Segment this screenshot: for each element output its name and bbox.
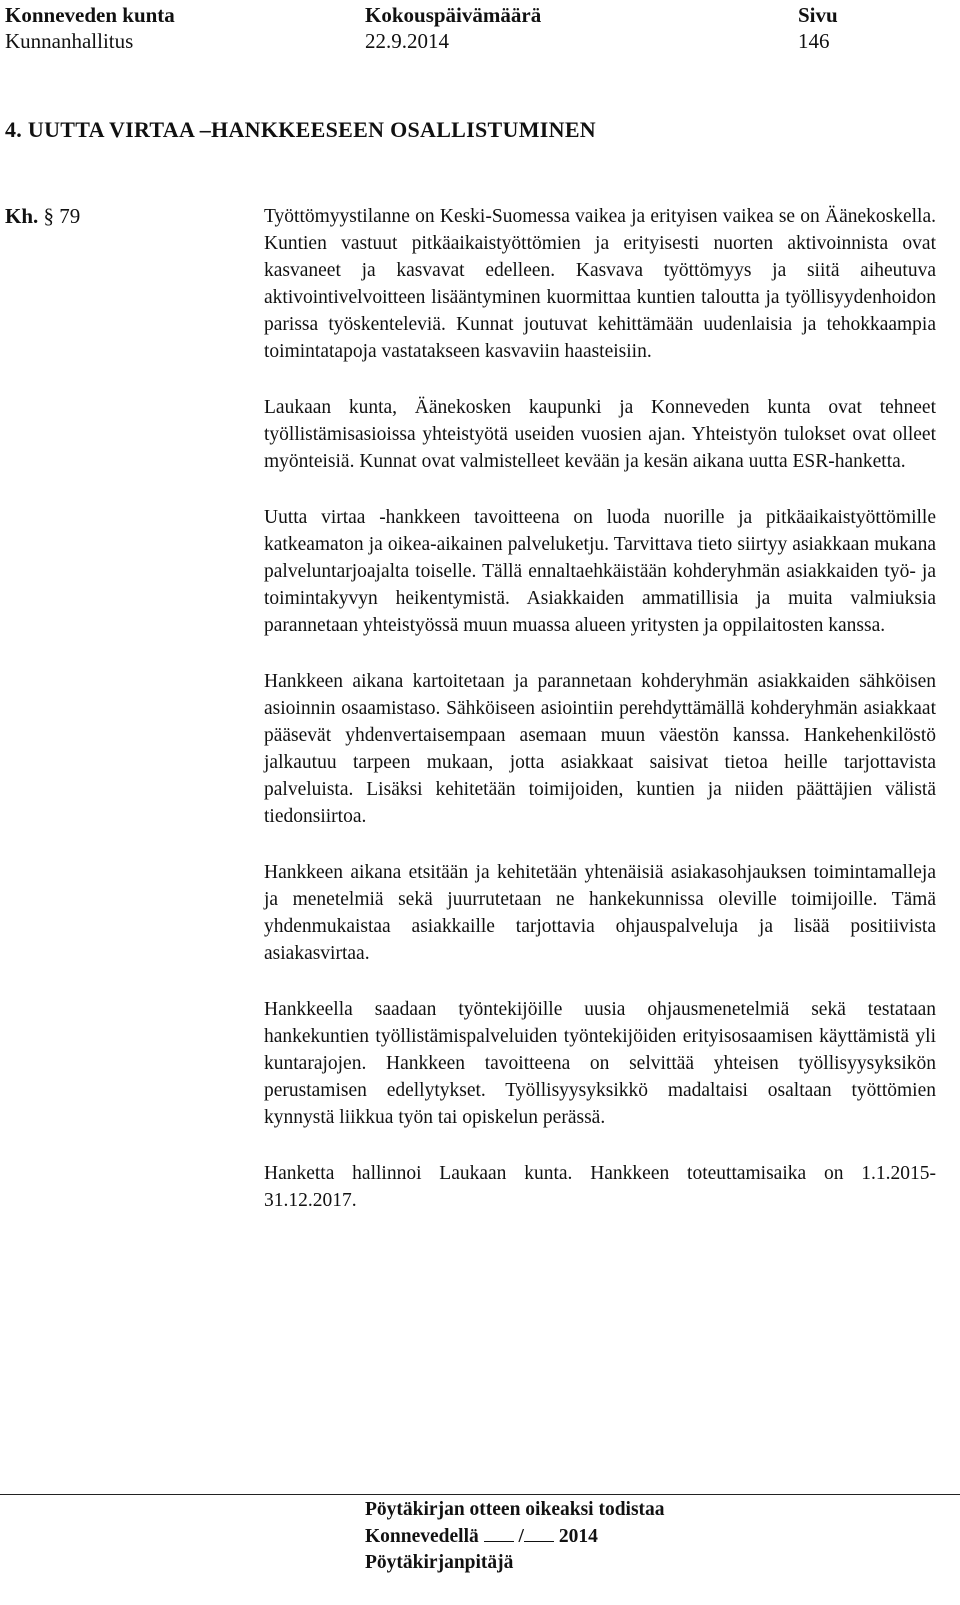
certification-footer <box>365 1497 665 1576</box>
paragraph-5: Hankkeen aikana etsitään ja kehitetään yhtenäisiä asiakasohjauksen toimintamalleja ja menetelmiä sekä juurrutetaan ne hankekunnissa oleville toimijoille. Tämä yhdenmukaistaa asiakkaille tarjottavia ohjauspalveluja ja lisää positiivista asiakasvirtaa. <box>264 862 936 964</box>
paragraph-6: Hankkeella saadaan työntekijöille uusia ohjausmenetelmiä sekä testataan hankekuntien työllistämispalveluiden työntekijöiden erityisosaamisen käyttämistä yli kuntarajojen. Hankkeen tavoitteena on selvittää yhteisen työllisyysyksikön perustamisen edellytykset. Työllisyysyksikkö madaltaisi osaltaan työttömien kynnystä liikkua työn tai opiskelun perässä. <box>264 999 936 1128</box>
meeting-body: Kunnanhallitus <box>5 29 134 53</box>
meeting-date: 22.9.2014 <box>365 29 449 53</box>
paragraph-7: Hanketta hallinnoi Laukaan kunta. Hankkeen toteuttamisaika on 1.1.2015- 31.12.2017. <box>264 1163 936 1211</box>
section-prefix: Kh. <box>5 204 39 228</box>
paragraph-3: Uutta virtaa -hankkeen tavoitteena on luoda nuorille ja pitkäaikaistyöttömille katkeamaton ja oikea-aikainen palveluketju. Tarvittava tieto siirtyy asiakkaan mukana palveluntarjoajalta toiselle. Tällä ennaltaehkäistään kohderyhmän asiakkaiden työ- ja toimintakyvyn heikentymistä. Asiakkaiden ammatillisia ja muita valmiuksia parannetaan yhteistyössä muun muassa alueen yritysten ja oppilaitosten kanssa. <box>264 507 936 636</box>
date-label: Kokouspäivämäärä <box>365 3 542 27</box>
section-symbol: § <box>43 204 55 228</box>
paragraph-2: Laukaan kunta, Äänekosken kaupunki ja Konneveden kunta ovat tehneet työllistämisasioissa yhteistyötä useiden vuosien ajan. Yhteistyön tulokset ovat olleet myönteisiä. Kunnat ovat valmistelleet kevään ja kesän aikana uutta ESR-hanketta. <box>264 397 936 472</box>
certification-place: Konnevedellä <box>365 1526 479 1547</box>
section-reference <box>5 203 80 230</box>
minutes-body <box>264 203 936 1243</box>
secretary-label: Pöytäkirjanpitäjä <box>365 1552 514 1573</box>
date-separator: / <box>518 1526 524 1547</box>
paragraph-1: Työttömyystilanne on Keski-Suomessa vaikea ja erityisen vaikea se on Äänekoskella. Kuntien vastuut pitkäaikaistyöttömien ja erityisesti nuorten aktivoinnista ovat kasvaneet ja kasvavat edelleen. Kasvava työttömyys ja siitä aiheutuva aktivointivelvoitteen lisääntyminen kuormittaa kuntien taloutta ja työllisyydenhoidon parissa työskenteleviä. Kunnat joutuvat kehittämään uudenlaisia ja tehokkaampia toimintatapoja vastatakseen kasvaviin haasteisiin. <box>264 206 936 362</box>
certification-line: Pöytäkirjan otteen oikeaksi todistaa <box>365 1499 665 1520</box>
day-blank <box>484 1523 514 1542</box>
paragraph-4: Hankkeen aikana kartoitetaan ja parannetaan kohderyhmän asiakkaiden sähköisen asioinnin osaamistaso. Sähköiseen asiointiin perehdyttämällä kohderyhmän asiakkaat pääsevät yhdenvertaisempaan asemaan muun väestön kanssa. Hankehenkilöstö jalkautuu tarpeen mukaan, jotta asiakkaat saisivat tietoa heille tarjottavista palveluista. Lisäksi kehitetään toimijoiden, kuntien ja niiden päättäjien välistä tiedonsiirtoa. <box>264 671 936 827</box>
org-name: Konneveden kunta <box>5 3 175 27</box>
section-number: 79 <box>59 204 81 228</box>
footer-divider <box>0 1494 960 1495</box>
agenda-title: 4. UUTTA VIRTAA –HANKKEESEEN OSALLISTUMINEN <box>5 117 596 142</box>
month-blank <box>524 1523 554 1542</box>
page-number: 146 <box>798 29 830 53</box>
certification-place-date <box>365 1523 665 1550</box>
page-label: Sivu <box>798 3 838 27</box>
certification-year: 2014 <box>558 1526 598 1547</box>
